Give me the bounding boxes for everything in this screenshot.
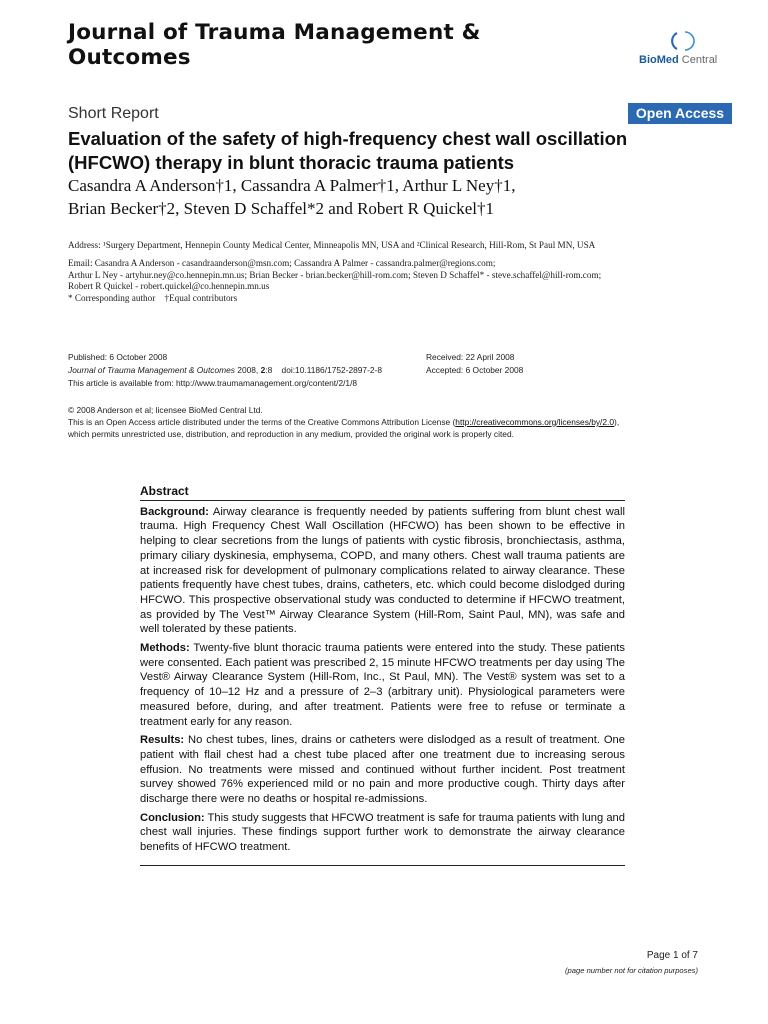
paper-title-line1: Evaluation of the safety of high-frequency chest wall oscillation — [68, 128, 628, 149]
abstract-top-rule — [140, 500, 625, 501]
citation-year: 2008, — [234, 365, 261, 375]
license-line-1 — [68, 417, 708, 429]
affiliations — [68, 240, 718, 304]
email-line-1: Email: Casandra A Anderson - casandraanderson@msn.com; Cassandra A Palmer - cassandra.palmer@regions.com; — [68, 258, 496, 269]
email-line-3: Robert R Quickel - robert.quickel@co.hennepin.mn.us — [68, 281, 270, 292]
journal-title-line1: Journal of Trauma Management & — [68, 20, 481, 45]
open-access-badge: Open Access — [628, 103, 732, 124]
abstract-heading: Abstract — [140, 484, 189, 498]
author-list-line1: Casandra A Anderson†1, Cassandra A Palmer†1, Arthur L Ney†1, — [68, 176, 516, 195]
biomed-central-logo-icon — [668, 30, 696, 52]
publisher-name-rest: Central — [678, 54, 718, 66]
abstract-section — [140, 484, 625, 866]
citation-doi: :8 doi:10.1186/1752-2897-2-8 — [265, 365, 382, 375]
license-text-post: ), — [614, 416, 620, 427]
received-accepted — [426, 351, 626, 376]
journal-title — [68, 20, 608, 70]
license-block — [68, 405, 708, 440]
methods-text: Twenty-five blunt thoracic trauma patients were entered into the study. These patients were consented. Each patient was prescribed 2, 15 minute HFCWO treatments per day using The Vest® Airway Clearance System (Hill-Rom, Inc., St Paul, MN). The Vest® system was set to a frequency of 10–12 Hz and a pressure of 2–3 (arbitrary unit). Physiological parameters were measured before, during, and after treatment. Patients were free to refuse or terminate a treatment early for any reason. — [140, 642, 625, 728]
publisher-logo[interactable] — [636, 28, 732, 72]
license-line-2: which permits unrestricted use, distribution, and reproduction in any medium, provided the original work is properly cited. — [68, 428, 514, 439]
citation-journal: Journal of Trauma Management & Outcomes — [68, 365, 235, 375]
corresponding-footnote: * Corresponding author †Equal contributors — [68, 292, 238, 303]
background-text: Airway clearance is frequently needed by patients suffering from blunt chest wall trauma. High Frequency Chest Wall Oscillation (HFCWO) has been shown to be effective in helping to clear secretions from the lungs of patients with cystic fibrosis, bronchiectasis, asthma, primary ciliary dyskinesia, emphysema, COPD, and many others. Chest wall trauma patients are at increased risk for development of pulmonary complications related to airway clearance. These patients frequently have chest tubes, drains, catheters, etc. which could become dislodged during HFCWO. This prospective observational study was conducted to determine if HFCWO treatment, as provided by The Vest™ Airway Clearance System (Hill-Rom, Saint Paul, MN), was safe and well tolerated by these patients. — [140, 505, 625, 636]
abstract-conclusion — [140, 811, 625, 855]
results-label: Results: — [140, 734, 185, 747]
article-type: Short Report — [68, 105, 159, 122]
citation-volume: 2 — [260, 365, 266, 375]
author-list — [68, 174, 728, 220]
license-link[interactable]: http://creativecommons.org/licenses/by/2.0 — [455, 416, 615, 427]
page-number: Page 1 of 7 — [646, 950, 698, 961]
conclusion-text: This study suggests that HFCWO treatment is safe for trauma patients with lung and chest wall injuries. These findings support further work to demonstrate the airway clearance benefits of HFCWO treatment. — [140, 811, 625, 854]
abstract-methods — [140, 641, 625, 729]
address-line: Address: ¹Surgery Department, Hennepin County Medical Center, Minneapolis MN, USA and ²Clinical Research, Hill-Rom, St Paul MN, USA — [68, 240, 596, 250]
paper-title-line2: (HFCWO) therapy in blunt thoracic trauma patients — [68, 152, 515, 173]
publisher-name — [639, 54, 717, 66]
publication-info — [68, 351, 428, 390]
published-date: Published: 6 October 2008 — [68, 352, 168, 362]
results-text: No chest tubes, lines, drains or catheters were dislodged as a result of treatment. One patient with flail chest had a chest tube placed after one treatment due to increasing serous effusion. No treatments were missed and continued without further incident. Post treatment survey showed 76% experienced mild or no pain and more productive cough. Thirty days after discharge there were no deaths or hospital re-admissions. — [140, 734, 625, 806]
copyright-line: © 2008 Anderson et al; licensee BioMed Central Ltd. — [68, 405, 263, 415]
abstract-bottom-rule — [140, 865, 625, 866]
paper-title — [68, 127, 708, 175]
conclusion-label: Conclusion: — [140, 811, 205, 824]
abstract-background — [140, 505, 625, 637]
article-url[interactable]: This article is available from: http://www.traumamanagement.org/content/2/1/8 — [68, 378, 358, 388]
received-date: Received: 22 April 2008 — [426, 352, 515, 362]
abstract-results — [140, 733, 625, 807]
background-label: Background: — [140, 505, 209, 518]
publisher-name-bold: BioMed — [639, 54, 679, 66]
email-line-2: Arthur L Ney - artyhur.ney@co.hennepin.mn.us; Brian Becker - brian.becker@hill-rom.com; Steven D Schaffel* - steve.schaffel@hill-rom.com; — [68, 269, 602, 280]
journal-title-line2: Outcomes — [68, 45, 191, 70]
page-number-note: (page number not for citation purposes) — [565, 966, 698, 975]
methods-label: Methods: — [140, 642, 190, 655]
citation — [68, 364, 428, 377]
license-text-pre: This is an Open Access article distributed under the terms of the Creative Commons Attribution License ( — [68, 416, 456, 427]
author-list-line2: Brian Becker†2, Steven D Schaffel*2 and Robert R Quickel†1 — [68, 199, 494, 218]
accepted-date: Accepted: 6 October 2008 — [426, 364, 524, 375]
